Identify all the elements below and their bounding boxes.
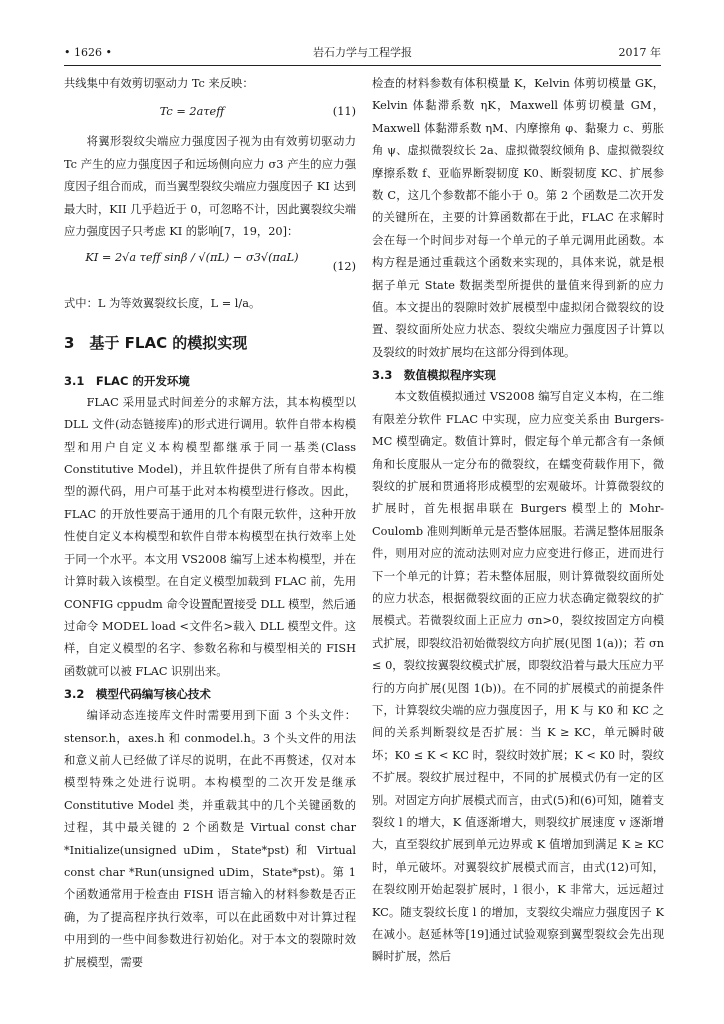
journal-title: 岩石力学与工程学报 [313,46,412,59]
paragraph: 检查的材料参数有体积模量 K，Kelvin 体剪切模量 GK，Kelvin 体黏滞系数 ηK，Maxwell 体剪切模量 GM，Maxwell 体黏滞系数 ηM、内摩擦角 φ、黏聚力 c、剪胀角 ψ、虚拟微裂纹长 2a、虚拟微裂纹倾角 β、虚拟微裂纹摩擦系数 f、亚临界断裂韧度 K0、断裂韧度 KC、扩展参数 C，这几个参数都不能小于 0。第 2 个函数是二次开发的关键所在，主要的计算函数都在于此，FLAC 在求解时会在每一个时间步对每一个单元的子单元调用此函数。本构方程是通过重载这个函数来实现的，具体来说，就是根据子单元 State 数据类型所提供的量值来得到新的应力值。本文提出的裂隙时效扩展模型中虚拟闭合微裂纹的设置、裂纹面所处应力状态、裂纹尖端应力强度因子计算以及裂纹的时效扩展均在这部分得到体现。 [372,77,664,359]
paragraph: 式中：L 为等效翼裂纹长度，L = l/a。 [64,297,261,311]
equation-body: KI = 2√a τeff sinβ / √(πL) − σ3√(πaL) [85,251,299,265]
subsection-heading-3-1: 3.1 FLAC 的开发环境 [64,373,190,388]
paragraph: 本文数值模拟通过 VS2008 编写自定义本构，在二维有限差分软件 FLAC 中实现，应力应变关系由 Burgers-MC 模型确定。数值计算时，假定每个单元都含有一条倾角和长度服从一定分布的微裂纹，在蠕变荷载作用下，微裂纹的扩展和贯通将形成模型的宏观破坏。计算微裂纹的扩展时，首先根据串联在 Burgers 模型上的 Mohr-Coulomb 准则判断单元是否整体屈服。若满足整体屈服条件，则用对应的流动法则对应力应变进行修正，进而进行下一个单元的计算；若未整体屈服，则计算微裂纹面所处的应力状态，根据微裂纹面的正应力状态确定微裂纹的扩展模式。若微裂纹面上正应力 σn>0，裂纹按固定方向模式扩展，即裂纹沿初始微裂纹方向扩展(见图 1(a))；若 σn ≤ 0，裂纹按翼裂纹模式扩展，即裂纹沿着与最大压应力平行的方向扩展(见图 1(b))。在不同的扩展模式的前提条件下，计算裂纹尖端的应力强度因子，用 K 与 K0 和 KC 之间的关系判断裂纹是否扩展：当 K ≥ KC，单元瞬时破坏；K0 ≤ K < KC 时，裂纹时效扩展；K < K0 时，裂纹不扩展。裂纹扩展过程中，不同的扩展模式仍有一定的区别。对固定方向扩展模式而言，由式(5)和(6)可知，随着支裂纹 l 的增大，K 值逐渐增大，则裂纹扩展速度 v 逐渐增大，直至裂纹扩展到单元边界或 K 值增加到满足 K ≥ KC 时，单元破坏。对翼裂纹扩展模式而言，由式(12)可知，在裂纹刚开始起裂扩展时，l 很小，K 非常大，远远超过 KC。随支裂纹长度 l 的增加，支裂纹尖端应力强度因子 K 在减小。赵延林等[19]通过试验观察到翼型裂纹会先出现瞬时扩展，然后 [372,390,664,964]
right-column [372,73,664,969]
paragraph: 共线集中有效剪切驱动力 Tc 来反映： [64,77,254,90]
section-heading-3: 3 基于 FLAC 的模拟实现 [64,333,248,352]
page-number: • 1626 • [64,46,112,59]
paragraph: 编译动态连接库文件时需要用到下面 3 个头文件：stensor.h，axes.h 和 conmodel.h。3 个头文件的用法和意义前人已经做了详尽的说明，在此不再赘述，仅对本模型特殊之处进行说明。本构模型的二次开发是继承 Constitutive Model 类，并重载其中的几个关键函数的过程，其中最关键的 2 个函数是 Virtual const char *Initialize(unsigned uDim，State*pst) 和 Virtual const char *Run(unsigned uDim，State*pst)。第 1 个函数通常用于检查由 FISH 语言输入的材料参数是否正确，为了提高程序执行效率，可以在此函数中对计算过程中用到的一些中间参数进行初始化。对于本文的裂隙时效扩展模型，需要 [64,709,356,969]
paragraph: FLAC 采用显式时间差分的求解方法，其本构模型以 DLL 文件(动态链接库)的形式进行调用。软件自带本构模型和用户自定义本构模型都继承于同一基类(Class Constitutive Model)，并且软件提供了所有自带本构模型的源代码，用户可基于此对本构模型进行修改。因此，FLAC 的开放性要高于通用的几个有限元软件，这种开放性使自定义本构模型和软件自带本构模型在执行效率上处于同一个水平。本文用 VS2008 编写上述本构模型，并在计算时载入该模型。在自定义模型加载到 FLAC 前，先用 CONFIG cppudm 命令设置配置接受 DLL 模型，然后通过命令 MODEL load <文件名>载入 DLL 模型文件。这样，自定义模型的名字、参数名称和与模型相关的 FISH 函数就可以被 FLAC 识别出来。 [64,395,356,678]
equation-number: (11) [332,105,356,119]
running-header [64,44,661,62]
equation-12 [64,243,356,293]
header-rule [64,65,661,66]
subsection-heading-3-3: 3.3 数值模拟程序实现 [372,368,496,383]
equation-body: Tc = 2aτeff [159,105,225,119]
left-column [64,73,356,974]
journal-year: 2017 年 [618,46,661,59]
equation-number: (12) [332,260,356,274]
equation-11 [64,95,356,131]
subsection-heading-3-2: 3.2 模型代码编写核心技术 [64,687,211,702]
paragraph: 将翼形裂纹尖端应力强度因子视为由有效剪切驱动力 Tc 产生的应力强度因子和远场侧向应力 σ3 产生的应力强度因子组合而成，而当翼型裂纹尖端应力强度因子 KI 达到最大时，KII 几乎趋近于 0，可忽略不计，因此翼裂纹尖端应力强度因子只考虑 KI 的影响[7，19，20]： [64,135,356,239]
